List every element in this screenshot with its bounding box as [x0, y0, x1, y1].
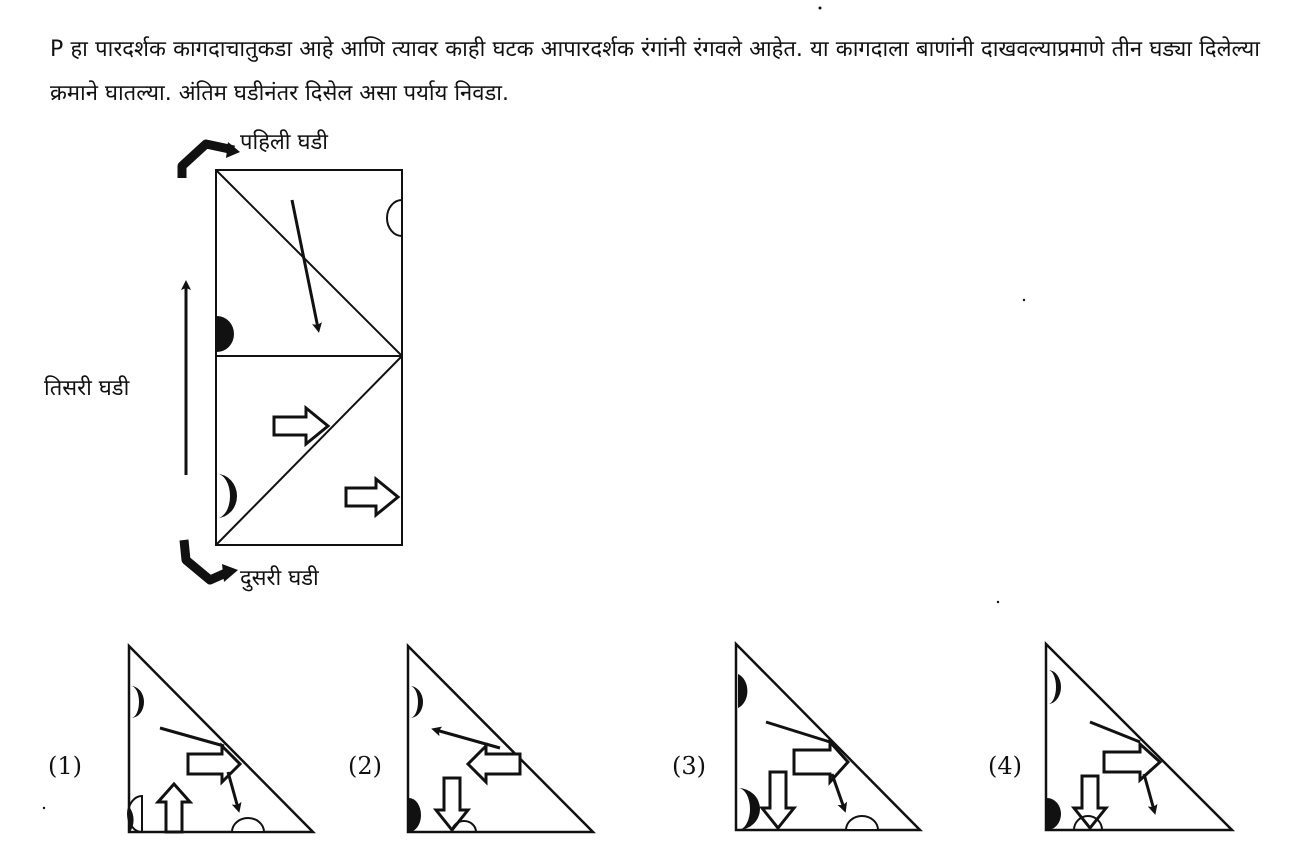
fold1-label: पहिली घडी: [240, 130, 328, 155]
fold2-arrow-head-icon: [222, 564, 238, 582]
option-2-figure: [408, 646, 593, 832]
question-text: P हा पारदर्शक कागदाचातुकडा आहे आणि त्यावर काही घटक आपारदर्शक रंगांनी रंगवले आहेत. या कागदाला बाणांनी दाखवल्याप्रमाणे तीन घड्या दिलेल्या क्रमाने घातल्या. अंतिम घडीनंतर दिसेल असा पर्याय निवडा.: [50, 37, 1260, 106]
option-4-figure: [1046, 644, 1232, 830]
fold3-label: तिसरी घडी: [44, 376, 130, 401]
option-1-label: (1): [48, 752, 82, 780]
option-1-figure: [128, 646, 313, 832]
fold-line-diagonal-top: [216, 170, 402, 356]
option-4-label: (4): [988, 752, 1022, 780]
option-3-label: (3): [672, 752, 706, 780]
fold1-arrow-head-icon: [226, 142, 240, 158]
half-circle-outline-right: [387, 200, 402, 236]
line-arrow-down: [292, 200, 318, 328]
fold-line-diagonal-bottom: [216, 356, 402, 545]
fold1-arrow: [182, 144, 234, 178]
crescent-left: [217, 474, 237, 518]
fold2-label: दुसरी घडी: [240, 566, 319, 591]
hollow-arrow-right-2: [346, 479, 398, 515]
half-circle-filled-left: [217, 316, 234, 352]
option-3-figure: [736, 644, 920, 830]
option-2-label: (2): [348, 752, 382, 780]
